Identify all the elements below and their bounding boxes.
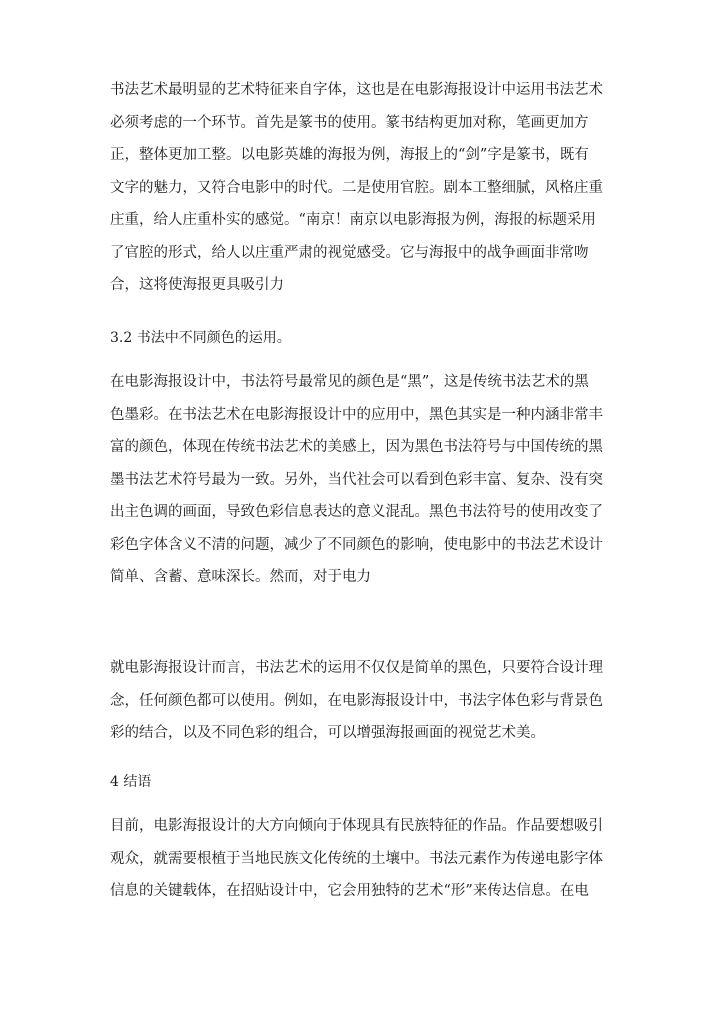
paragraph-color-black: 在电影海报设计中，书法符号最常见的颜色是“黑”，这是传统书法艺术的黑 色墨彩。在书法艺术在电影海报设计中的应用中，黑色其实是一种内涵非常丰 富的颜色，体现在传统书法艺术的美感上，因为黑色书法符号与中国传统的黑 墨书法艺术符号最为一致。另外，当代社会可以看到色彩丰富、复杂、没有突 出主色调的画面，导致色彩信息表达的意义混乱。黑色书法符号的使用改变了 彩色字体含义不清的问题，减少了不同颜色的影响，使电影中的书法艺术设计 简单、含蓄、意味深长。然而，对于电力	[110, 374, 603, 585]
paragraph-color-usage: 就电影海报设计而言，书法艺术的运用不仅仅是简单的黑色，只要符合设计理 念，任何颜色都可以使用。例如，在电影海报设计中，书法字体色彩与背景色 彩的结合，以及不同色彩的组合，可以增强海报画面的视觉艺术美。	[110, 660, 603, 741]
paragraph-conclusion: 目前，电影海报设计的大方向倾向于体现具有民族特征的作品。作品要想吸引 观众，就需要根植于当地民族文化传统的土壤中。书法元素作为传递电影字体 信息的关键载体，在招贴设计中，它会用独特的艺术“形”来传达信息。在电	[110, 818, 603, 899]
section-heading-3-2: 3.2 书法中不同颜色的运用。	[110, 330, 291, 346]
section-heading-4: 4 结语	[110, 774, 152, 790]
paragraph-font-usage: 书法艺术最明显的艺术特征来自字体，这也是在电影海报设计中运用书法艺术 必须考虑的一个环节。首先是篆书的使用。篆书结构更加对称，笔画更加方 正，整体更加工整。以电影英雄的海报为例，海报上的“剑”字是篆书，既有 文字的魅力，又符合电影中的时代。二是使用官腔。剧本工整细腻，风格庄重 庄重，给人庄重朴实的感觉。“南京！南京以电影海报为例，海报的标题采用 了官腔的形式，给人以庄重严肃的视觉感受。它与海报中的战争画面非常吻 合，这将使海报更具吸引力	[110, 82, 603, 293]
